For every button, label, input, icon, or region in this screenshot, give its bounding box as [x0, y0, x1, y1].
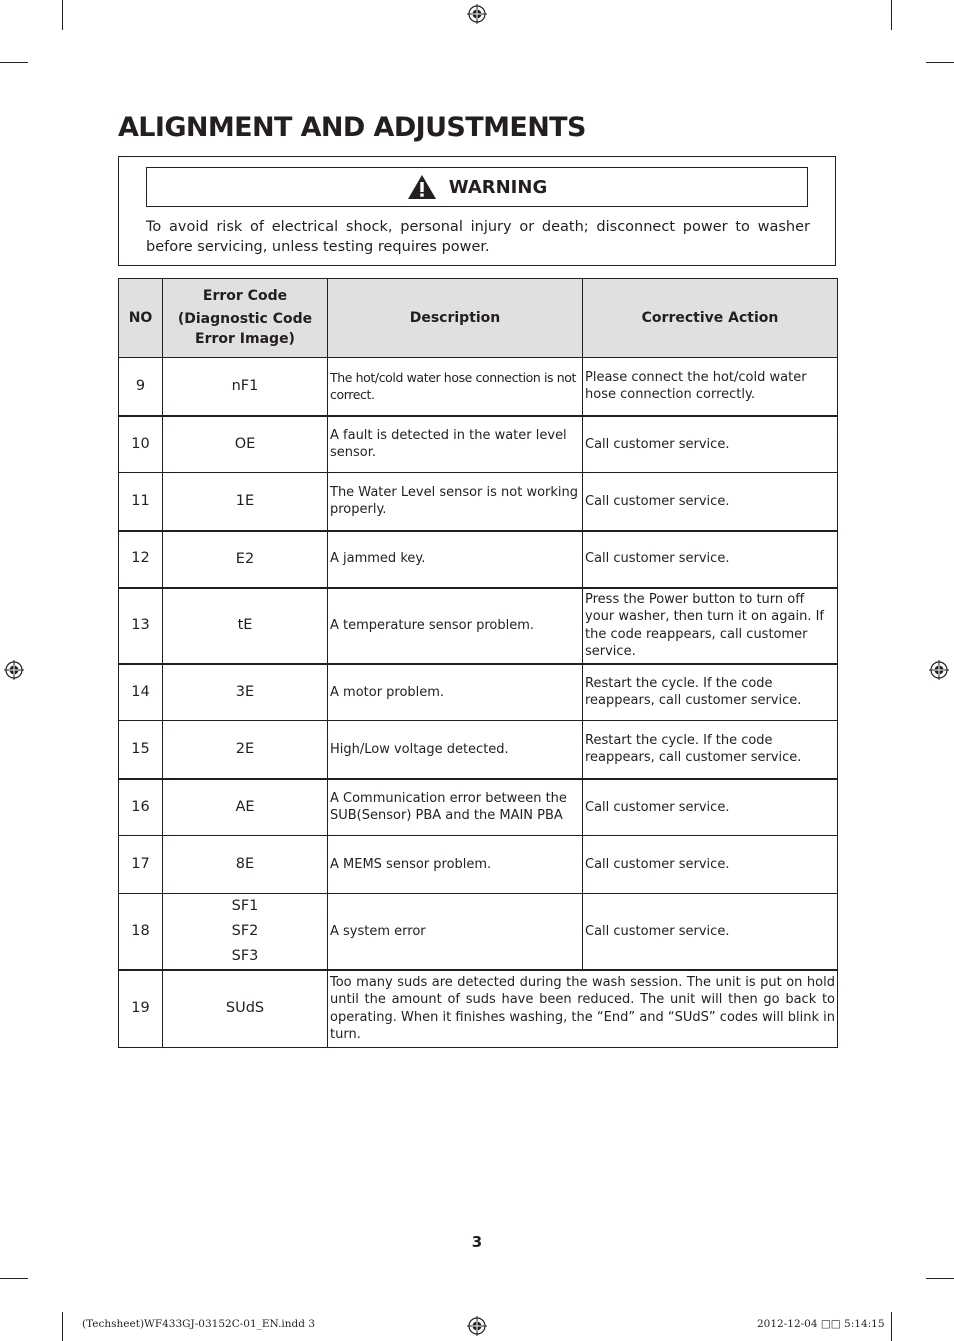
warning-header: [146, 167, 808, 207]
row-action: Call customer service.: [583, 473, 838, 531]
row-action: Call customer service.: [583, 894, 838, 971]
row-code: SF1: [231, 898, 259, 914]
row-action: Call customer service.: [583, 531, 838, 588]
row-no: 9: [119, 358, 163, 416]
crop-mark: [62, 0, 63, 30]
row-description: A Communication error between the SUB(Sensor) PBA and the MAIN PBA: [328, 779, 583, 836]
warning-triangle-icon: [407, 174, 437, 200]
table-row: [119, 588, 838, 664]
footer-file-name: (Techsheet)WF433GJ-03152C-01_EN.indd 3: [82, 1318, 315, 1330]
crop-mark: [0, 62, 28, 63]
header-description: Description: [328, 279, 583, 358]
row-action: Please connect the hot/cold water hose connection correctly.: [583, 358, 838, 416]
table-header-row: [119, 279, 838, 358]
row-description: The Water Level sensor is not working properly.: [328, 473, 583, 531]
registration-mark-icon: [4, 660, 24, 680]
row-code: AE: [163, 779, 328, 836]
table-row: [119, 531, 838, 588]
row-no: 13: [119, 588, 163, 664]
row-code: tE: [163, 588, 328, 664]
header-corrective-action: Corrective Action: [583, 279, 838, 358]
table-row: [119, 664, 838, 721]
row-description: A fault is detected in the water level sensor.: [328, 416, 583, 473]
header-error-code: [163, 279, 328, 358]
warning-text: To avoid risk of electrical shock, personal injury or death; disconnect power to washer before servicing, unless testing requires power.: [146, 219, 810, 255]
row-code: 1E: [163, 473, 328, 531]
row-description: A system error: [328, 894, 583, 971]
row-action: Restart the cycle. If the code reappears, call customer service.: [583, 664, 838, 721]
row-code: nF1: [163, 358, 328, 416]
row-code: 3E: [163, 664, 328, 721]
crop-mark: [891, 1312, 892, 1341]
row-code: 2E: [163, 721, 328, 779]
page-number: 3: [471, 1233, 483, 1251]
row-action: Call customer service.: [583, 836, 838, 894]
row-no: 12: [119, 531, 163, 588]
row-no: 18: [119, 894, 163, 971]
row-description: The hot/cold water hose connection is not correct.: [328, 358, 583, 416]
table-row: [119, 358, 838, 416]
row-description: A temperature sensor problem.: [328, 588, 583, 664]
row-codes: [163, 894, 328, 971]
page-title: ALIGNMENT AND ADJUSTMENTS: [118, 112, 586, 143]
row-code: E2: [163, 531, 328, 588]
table-row: [119, 721, 838, 779]
footer-timestamp: 2012-12-04 □□ 5:14:15: [757, 1318, 885, 1330]
row-no: 11: [119, 473, 163, 531]
crop-mark: [926, 62, 954, 63]
row-code: SF2: [231, 923, 259, 939]
row-description: Too many suds are detected during the wash session. The unit is put on hold until the amount of suds have been reduced. The unit will then go back to operating. When it finishes washing, the “End” and “SUdS” codes will blink in turn.: [328, 970, 838, 1047]
error-code-table: [118, 278, 838, 1048]
crop-mark: [926, 1278, 954, 1279]
row-no: 14: [119, 664, 163, 721]
header-no: NO: [119, 279, 163, 358]
row-action: Restart the cycle. If the code reappears, call customer service.: [583, 721, 838, 779]
row-action: Call customer service.: [583, 416, 838, 473]
table-row: [119, 779, 838, 836]
row-description: A MEMS sensor problem.: [328, 836, 583, 894]
table-row: [119, 473, 838, 531]
row-code: OE: [163, 416, 328, 473]
warning-box: [118, 156, 836, 266]
row-code: 8E: [163, 836, 328, 894]
table-row: [119, 836, 838, 894]
row-code: SF3: [231, 948, 259, 964]
table-row: [119, 416, 838, 473]
row-no: 10: [119, 416, 163, 473]
crop-mark: [891, 0, 892, 30]
registration-mark-icon: [467, 1316, 487, 1336]
table-row: [119, 894, 838, 971]
row-code: SUdS: [163, 970, 328, 1047]
registration-mark-icon: [929, 660, 949, 680]
crop-mark: [0, 1278, 28, 1279]
warning-label: WARNING: [448, 176, 548, 198]
row-no: 19: [119, 970, 163, 1047]
row-action: Call customer service.: [583, 779, 838, 836]
table-row: [119, 970, 838, 1047]
row-no: 17: [119, 836, 163, 894]
registration-mark-icon: [467, 4, 487, 24]
row-description: A jammed key.: [328, 531, 583, 588]
header-error-code-line2: (Diagnostic Code Error Image): [177, 310, 313, 347]
row-no: 16: [119, 779, 163, 836]
row-description: A motor problem.: [328, 664, 583, 721]
row-action: Press the Power button to turn off your washer, then turn it on again. If the code reappears, call customer service.: [583, 588, 838, 664]
row-no: 15: [119, 721, 163, 779]
row-description: High/Low voltage detected.: [328, 721, 583, 779]
header-error-code-line1: Error Code: [202, 287, 288, 304]
crop-mark: [62, 1312, 63, 1341]
